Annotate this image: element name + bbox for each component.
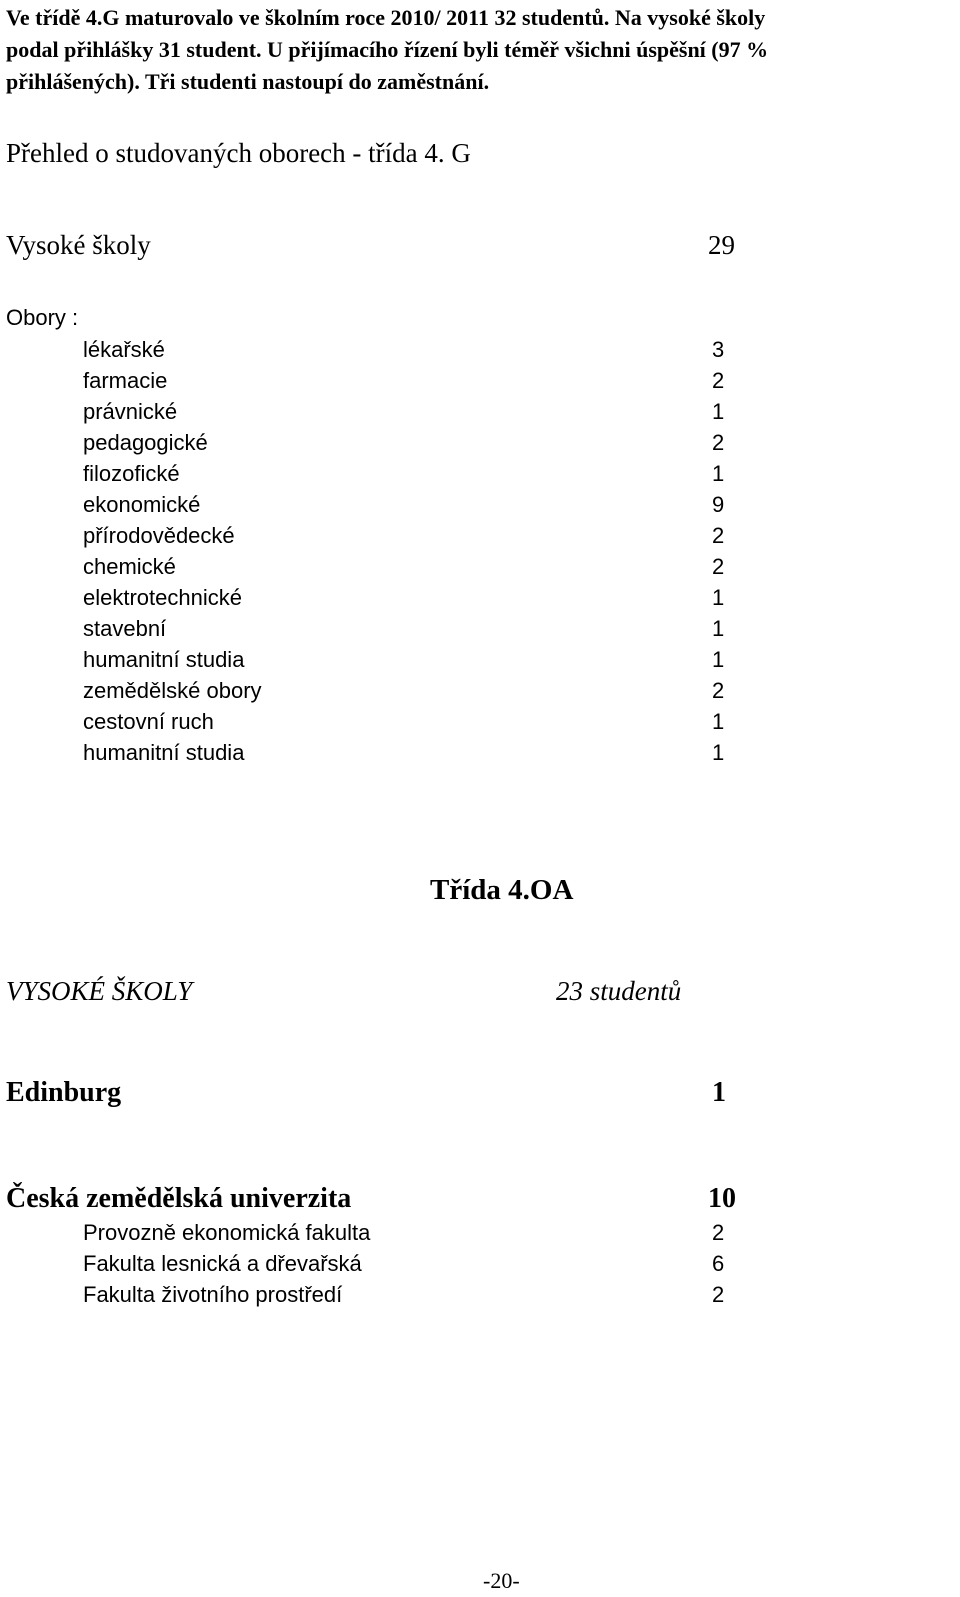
field-name: právnické	[83, 399, 178, 424]
field-count: 1	[712, 616, 725, 641]
field-name: humanitní studia	[83, 647, 245, 672]
field-count: 1	[712, 399, 725, 424]
fields-list	[0, 337, 960, 771]
field-name: filozofické	[83, 461, 180, 486]
faculty-name: Fakulta lesnická a dřevařská	[83, 1251, 362, 1276]
vysoke-skoly-count: 29	[708, 230, 735, 260]
czu-count: 10	[708, 1183, 736, 1214]
edinburg-label: Edinburg	[6, 1077, 122, 1108]
vysoke-skoly-label: Vysoké školy	[6, 230, 151, 260]
section-heading-4g: Přehled o studovaných oborech - třída 4. G	[6, 138, 471, 168]
czu-faculties-list	[0, 1220, 960, 1313]
field-count: 9	[712, 492, 725, 517]
field-name: ekonomické	[83, 492, 201, 517]
field-name: humanitní studia	[83, 740, 245, 765]
field-name: farmacie	[83, 368, 168, 393]
field-row	[0, 337, 960, 368]
field-row	[0, 368, 960, 399]
czu-label: Česká zemědělská univerzita	[6, 1183, 352, 1214]
faculty-count: 6	[712, 1251, 725, 1276]
vysoke-skoly-label-oa: VYSOKÉ ŠKOLY	[6, 976, 193, 1006]
faculty-count: 2	[712, 1220, 725, 1245]
field-name: zemědělské obory	[83, 678, 262, 703]
faculty-row	[0, 1282, 960, 1313]
field-row	[0, 461, 960, 492]
field-count: 2	[712, 678, 725, 703]
field-row	[0, 647, 960, 678]
page-number: -20-	[483, 1568, 520, 1593]
field-count: 2	[712, 523, 725, 548]
edinburg-count: 1	[712, 1077, 726, 1108]
field-count: 1	[712, 585, 725, 610]
intro-line-1: Ve třídě 4.G maturovalo ve školním roce 2010/ 2011 32 studentů. Na vysoké školy	[6, 5, 766, 30]
field-count: 2	[712, 368, 725, 393]
field-count: 1	[712, 740, 725, 765]
field-count: 1	[712, 647, 725, 672]
field-row	[0, 709, 960, 740]
field-name: pedagogické	[83, 430, 208, 455]
faculty-name: Provozně ekonomická fakulta	[83, 1220, 371, 1245]
section-heading-4oa: Třída 4.OA	[430, 874, 574, 906]
field-row	[0, 492, 960, 523]
field-count: 3	[712, 337, 725, 362]
field-row	[0, 523, 960, 554]
field-row	[0, 616, 960, 647]
intro-line-3: přihlášených). Tři studenti nastoupí do zaměstnání.	[6, 69, 490, 94]
field-row	[0, 554, 960, 585]
faculty-row	[0, 1251, 960, 1282]
obory-label: Obory :	[6, 305, 79, 330]
faculty-row	[0, 1220, 960, 1251]
field-name: přírodovědecké	[83, 523, 235, 548]
field-count: 2	[712, 554, 725, 579]
field-name: stavební	[83, 616, 167, 641]
vysoke-skoly-count-oa: 23 studentů	[556, 976, 682, 1006]
faculty-name: Fakulta životního prostředí	[83, 1282, 343, 1307]
field-count: 1	[712, 709, 725, 734]
field-name: elektrotechnické	[83, 585, 242, 610]
intro-line-2: podal přihlášky 31 student. U přijímacího řízení byli téměř všichni úspěšní (97 %	[6, 37, 769, 62]
field-name: chemické	[83, 554, 176, 579]
field-row	[0, 678, 960, 709]
field-count: 2	[712, 430, 725, 455]
field-count: 1	[712, 461, 725, 486]
field-row	[0, 430, 960, 461]
field-row	[0, 585, 960, 616]
field-name: cestovní ruch	[83, 709, 214, 734]
faculty-count: 2	[712, 1282, 725, 1307]
field-row	[0, 399, 960, 430]
field-name: lékařské	[83, 337, 165, 362]
field-row	[0, 740, 960, 771]
intro-paragraph	[6, 2, 956, 98]
